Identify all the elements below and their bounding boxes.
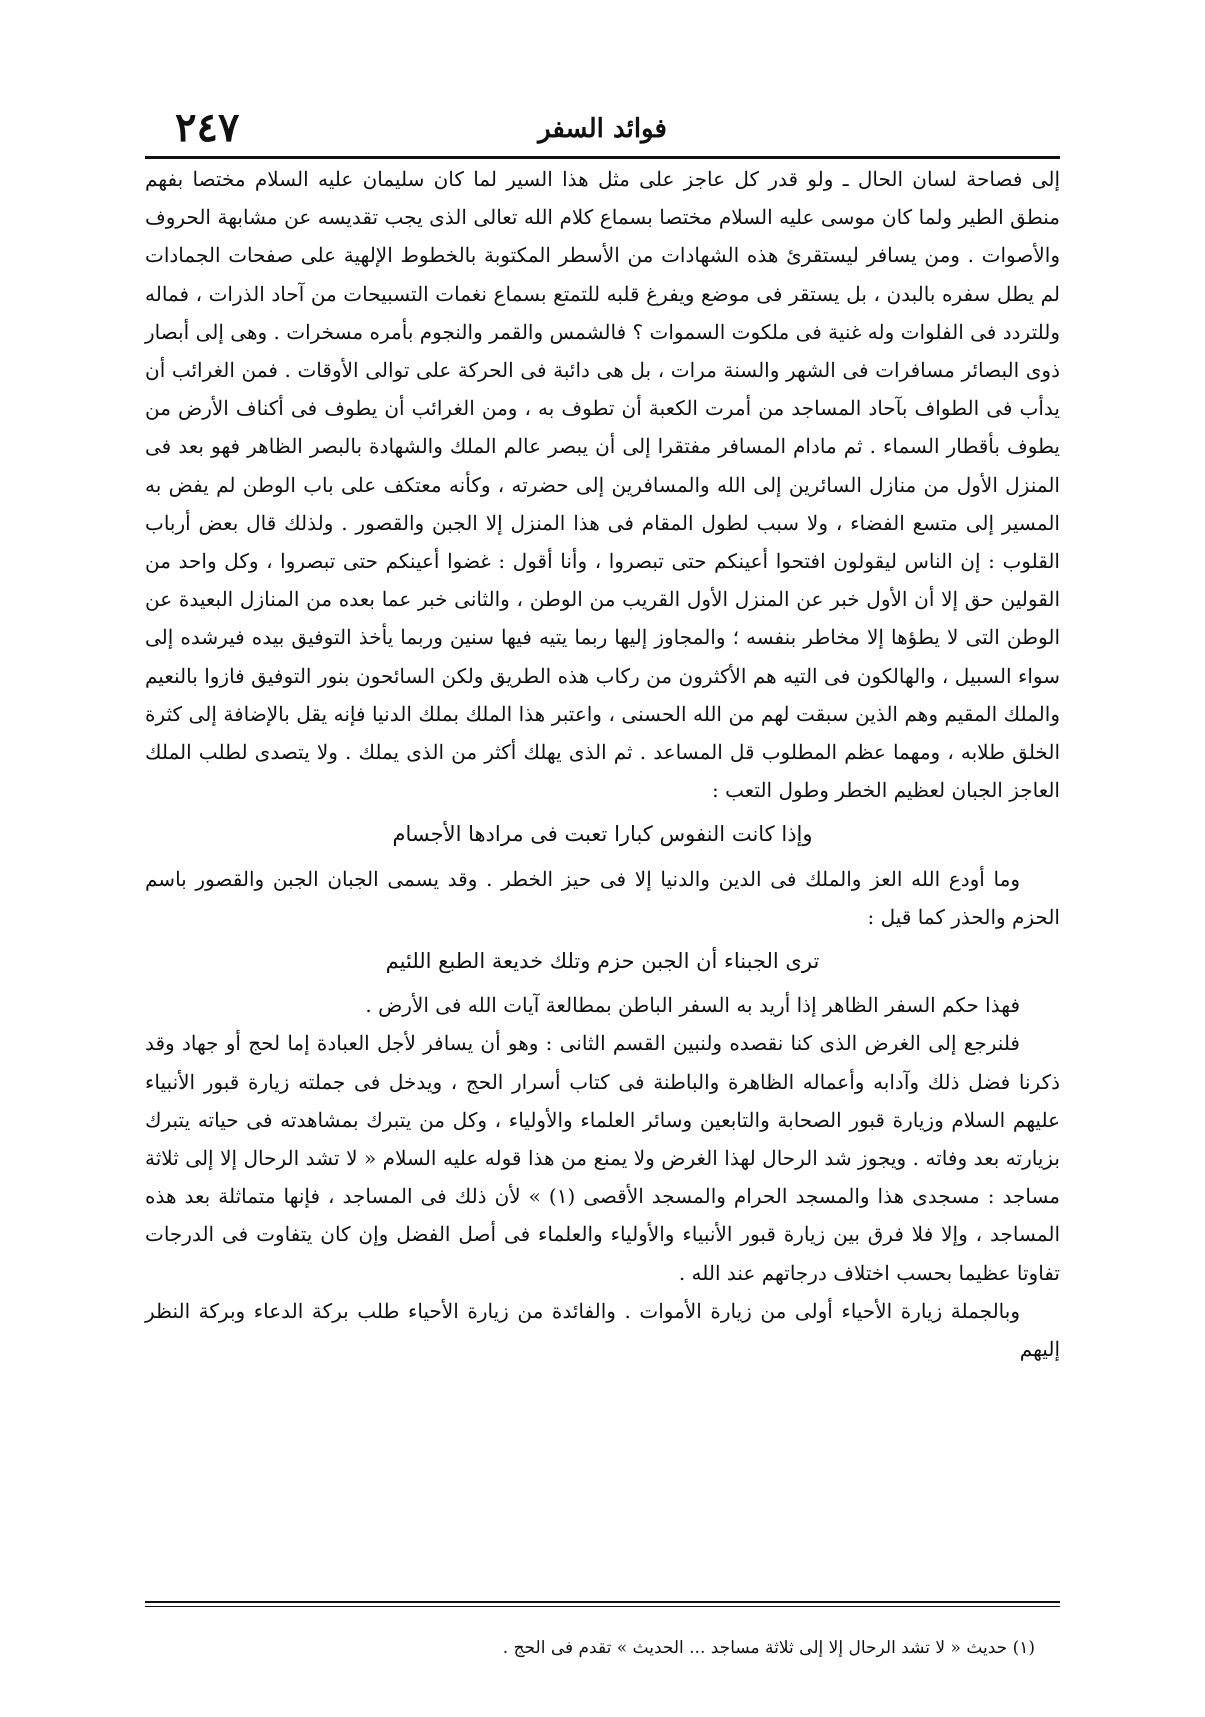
paragraph: وبالجملة زيارة الأحياء أولى من زيارة الأموات . والفائدة من زيارة الأحياء طلب بركة الدعاء وبركة النظر إليهم	[145, 1298, 1060, 1362]
paragraph: وما أودع الله العز والملك فى الدين والدنيا إلا فى حيز الخطر . وقد يسمى الجبان الجبن والقصور باسم الحزم والحذر كما قيل :	[145, 866, 1060, 929]
footnote-separator-thin	[145, 1606, 1060, 1607]
paragraph: إلى فصاحة لسان الحال ـ ولو قدر كل عاجز على مثل هذا السير لما كان سليمان عليه السلام مختصا بفهم منطق الطير ولما كان موسى عليه السلام مختصا بسماع كلام الله تعالى الذى يجب تقديسه عن مشابهة الحروف والأصوات . ومن يسافر ليستقرئ هذه الشهادات من الأسطر المكتوبة بالخطوط الإلهية على صفحات الجمادات لم يطل سفره بالبدن ، بل يستقر فى موضع ويفرغ قلبه للتمتع بسماع نغمات التسبيحات من آحاد الذرات ، فماله وللتردد فى الفلوات وله غنية فى ملكوت السموات ؟ فالشمس والقمر والنجوم بأمره مسخرات . وهى إلى أبصار ذوى البصائر مسافرات فى الشهر والسنة مرات ، بل هى دائبة فى الحركة على توالى الأوقات . فمن الغرائب أن يدأب فى الطواف بآحاد المساجد من أمرت الكعبة أن تطوف به ، ومن الغرائب أن يطوف فى أكناف الأرض من يطوف بأقطار السماء . ثم مادام المسافر مفتقرا إلى أن يبصر عالم الملك والشهادة بالبصر الظاهر فهو بعد فى المنزل الأول من منازل السائرين إلى الله والمسافرين إلى حضرته ، وكأنه معتكف على باب الوطن لم يفض به المسير إلى متسع الفضاء ، ولا سبب لطول المقام فى هذا المنزل إلا الجبن والقصور . ولذلك قال بعض أرباب القلوب : إن الناس ليقولون افتحوا أعينكم حتى تبصروا ، وأنا أقول : غضوا أعينكم حتى تبصروا ، وكل واحد من القولين حق إلا أن الأول خبر عن المنزل الأول القريب من الوطن ، والثانى خبر عما بعده من المنازل البعيدة عن الوطن التى لا يطؤها إلا مخاطر بنفسه ؛ والمجاوز إليها ربما يتيه فيها سنين وربما يأخذ التوفيق بيده فيرشده إلى سواء السبيل ، والهالكون فى التيه هم الأكثرون من ركاب هذه الطريق ولكن السائحون بنور التوفيق فازوا بالنعيم والملك المقيم وهم الذين سبقت لهم من الله الحسنى ، واعتبر هذا الملك بملك الدنيا فإنه يقل بالإضافة إلى كثرة الخلق طلابه ، ومهما عظم المطلوب قل المساعد . ثم الذى يهلك أكثر من الذى يملك . ولا يتصدى لطلب الملك العاجز الجبان لعظيم الخطر وطول التعب :	[145, 167, 1061, 803]
paragraph: فلنرجع إلى الغرض الذى كنا نقصده ولنبين القسم الثانى : وهو أن يسافر لأجل العبادة إما لحج أو جهاد وقد ذكرنا فضل ذلك وآدابه وأعماله الظاهرة والباطنة فى كتاب أسرار الحج ، ويدخل فى جملته زيارة قبور الأنبياء عليهم السلام وزيارة قبور الصحابة والتابعين وسائر العلماء والأولياء ، وكل من يتبرك بمشاهدته فى حياته يتبرك بزيارته بعد وفاته . ويجوز شد الرحال لهذا الغرض ولا يمنع من هذا قوله عليه السلام « لا تشد الرحال إلا إلى ثلاثة مساجد : مسجدى هذا والمسجد الحرام والمسجد الأقصى (١) » لأن ذلك فى المساجد ، فإنها متماثلة بعد هذه المساجد ، وإلا فلا فرق بين زيارة قبور الأنبياء والأولياء والعلماء فى أصل الفضل وإن كان يتفاوت فى الدرجات تفاوتا عظيما بحسب اختلاف درجاتهم عند الله .	[145, 1031, 1061, 1285]
verse-line: ترى الجبناء أن الجبن حزم وتلك خديعة الطبع اللئيم	[385, 949, 820, 974]
body-text	[145, 160, 1060, 1368]
footnote-separator	[145, 1601, 1060, 1603]
page-header	[145, 100, 1060, 160]
header-rule	[145, 156, 1060, 159]
running-title: فوائد السفر	[538, 114, 667, 144]
footnote: (١) حديث « لا تشد الرحال إلا إلى ثلاثة مساجد ... الحديث » تقدم فى الحج .	[502, 1638, 1035, 1658]
page-number: ٢٤٧	[175, 104, 240, 151]
verse-line: وإذا كانت النفوس كبارا تعبت فى مرادها الأجسام	[392, 822, 813, 847]
paragraph: فهذا حكم السفر الظاهر إذا أريد به السفر الباطن بمطالعة آيات الله فى الأرض .	[365, 993, 1020, 1018]
